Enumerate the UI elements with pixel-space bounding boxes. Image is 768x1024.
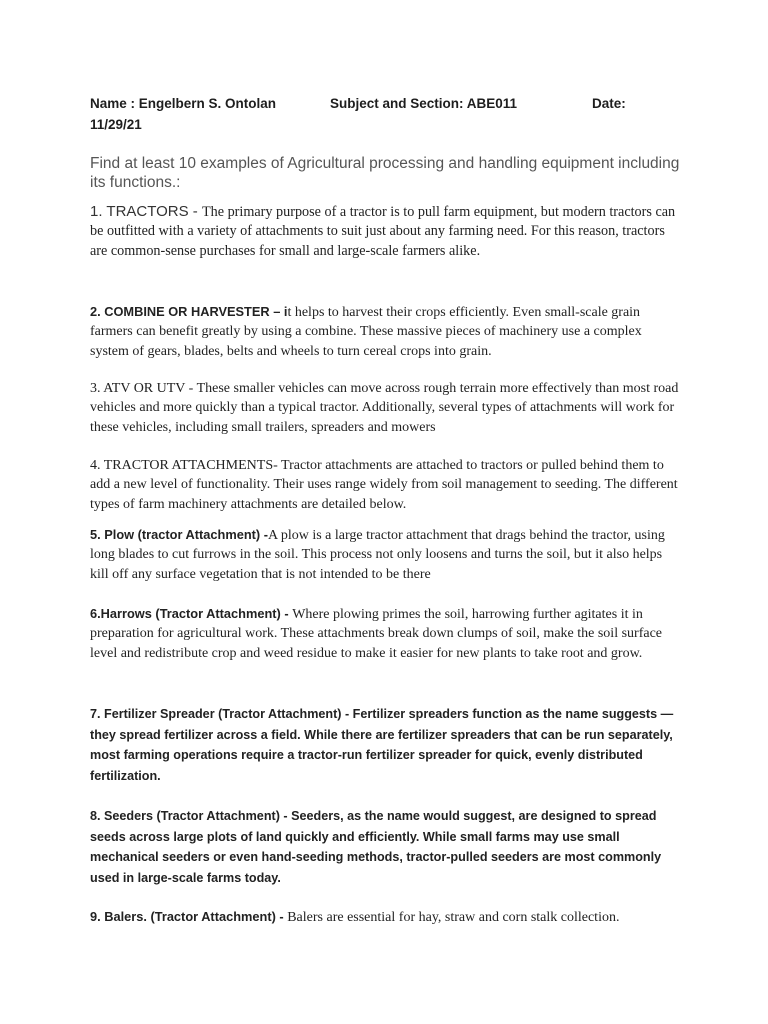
subject-section: Subject and Section: ABE011 <box>330 96 518 111</box>
item-text: 8. Seeders (Tractor Attachment) - Seeders, as the name would suggest, are designed to spread seeds across large plots of land quickly and efficiently. While small farms may use small mechanical seeders or even hand-seeding methods, tractor-pulled seeders are most commonly used in large-scale farms today. <box>90 809 662 885</box>
item-text: A plow is a large tractor attachment that drags behind the tractor, using long blades to cut furrows in the soil. This process not only loosens and turns the soil, but it also helps kill off any surface vegetation that is not intended to be there <box>90 528 665 582</box>
item-label: 2. COMBINE OR HARVESTER – i <box>90 304 288 319</box>
item-fertilizer-spreader <box>90 704 680 786</box>
item-seeders <box>90 806 680 888</box>
item-label: 6.Harrows (Tractor Attachment) - <box>90 606 293 621</box>
item-text: Balers are essential for hay, straw and corn stalk collection. <box>287 910 620 925</box>
item-text: 3. ATV OR UTV - These smaller vehicles can move across rough terrain more effectively than most road vehicles and more quickly than a typical tractor. Additionally, several types of attachments will work for these vehicles, including small trailers, spreaders and mowers <box>90 381 679 435</box>
item-atv-utv <box>90 379 680 437</box>
item-text: Where plowing primes the soil, harrowing further agitates it in preparation for agricultural work. These attachments break down clumps of soil, make the soil surface level and redistribute crop and weed residue to make it easier for new plants to take root and grow. <box>90 607 662 661</box>
item-tractors <box>90 202 680 261</box>
item-label: 1. TRACTORS - <box>90 203 202 220</box>
item-text: t helps to harvest their crops efficiently. Even small-scale grain farmers can benefit greatly by using a combine. These massive pieces of machinery use a complex system of gears, blades, belts and wheels to turn cereal crops into grain. <box>90 305 642 359</box>
item-label: 9. Balers. (Tractor Attachment) - <box>90 909 288 924</box>
item-text: 4. TRACTOR ATTACHMENTS- Tractor attachments are attached to tractors or pulled behind them to add a new level of functionality. Their uses range widely from soil management to seeding. The different types of farm machinery attachments are detailed below. <box>90 458 678 512</box>
assignment-prompt: Find at least 10 examples of Agricultural processing and handling equipment including its functions.: <box>90 155 680 191</box>
item-balers <box>90 907 680 927</box>
item-harrows <box>90 604 680 663</box>
item-text: The primary purpose of a tractor is to pull farm equipment, but modern tractors can be outfitted with a variety of attachments to suit just about any farming need. For this reason, tractors are common-sense purchases for small and large-scale farmers alike. <box>90 204 676 259</box>
item-combine-harvester <box>90 302 680 361</box>
item-text: 7. Fertilizer Spreader (Tractor Attachment) - Fertilizer spreaders function as the name suggests — they spread fertilizer across a field. While there are fertilizer spreaders that can be run separately, most farming operations require a tractor-run fertilizer spreader for quick, evenly distributed fertilization. <box>90 707 674 783</box>
date-label: Date: <box>592 96 626 111</box>
item-label: 5. Plow (tractor Attachment) - <box>90 527 268 542</box>
item-tractor-attachments <box>90 456 680 514</box>
student-name: Name : Engelbern S. Ontolan <box>90 96 277 111</box>
item-plow <box>90 525 680 584</box>
date-value: 11/29/21 <box>90 117 142 132</box>
